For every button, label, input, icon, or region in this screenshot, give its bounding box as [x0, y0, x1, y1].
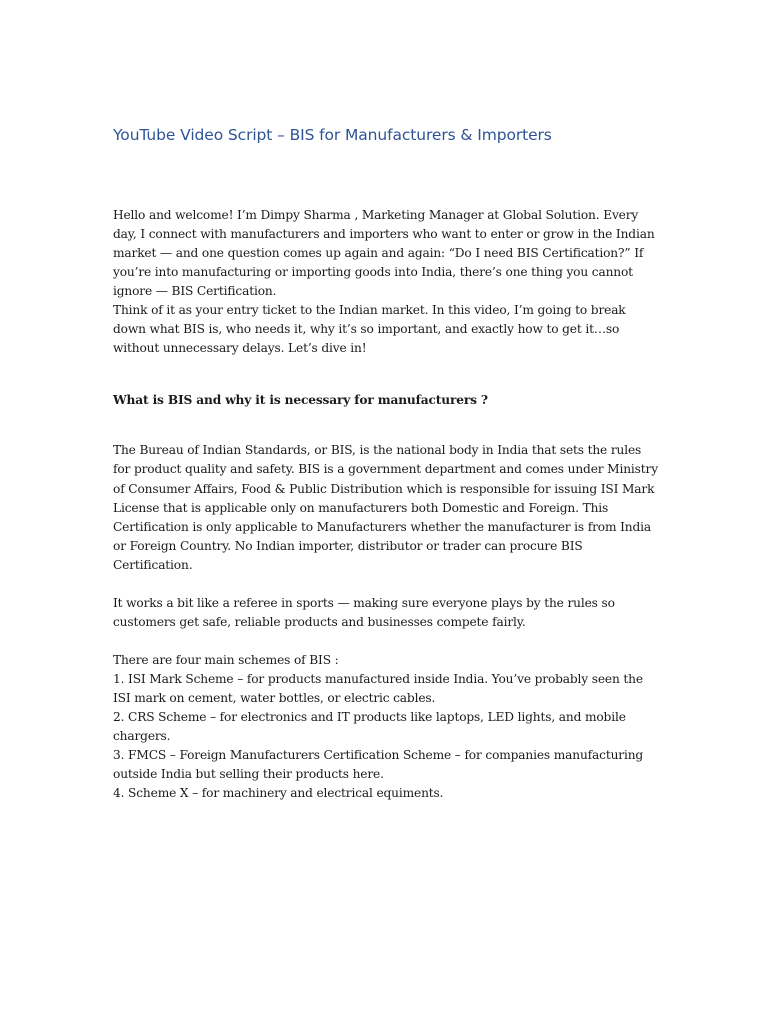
body-paragraph-bis-definition: The Bureau of Indian Standards, or BIS, is the national body in India that sets the rules for product quality and safety. BIS is a government department and comes under Ministry of Consumer Affairs, Food & Public Distribution which is responsible for issuing ISI Mark License that is applicable only on manufacturers both Domestic and Foreign. This Certification is only applicable to Manufacturers whether the manufacturer is from India or Foreign Country. No Indian importer, distributor or trader can procure BIS Certification.	[113, 443, 658, 572]
body-paragraph-referee: It works a bit like a referee in sports — making sure everyone plays by the rules so customers get safe, reliable products and businesses compete fairly.	[113, 595, 615, 629]
list-item: 1. ISI Mark Scheme – for products manufactured inside India. You’ve probably seen the ISI mark on cement, water bottles, or electric cables.	[113, 671, 643, 705]
document-title: YouTube Video Script – BIS for Manufacturers & Importers	[113, 126, 552, 144]
schemes-intro: There are four main schemes of BIS :	[113, 652, 339, 667]
list-item: 4. Scheme X – for machinery and electrical equiments.	[113, 786, 444, 801]
intro-paragraph: Think of it as your entry ticket to the Indian market. In this video, I’m going to break down what BIS is, who needs it, why it’s so important, and exactly how to get it…so without unnecessary delays. Let’s dive in!	[113, 303, 626, 356]
intro-section	[113, 206, 658, 358]
schemes-section	[113, 651, 658, 803]
intro-paragraph: Hello and welcome! I’m Dimpy Sharma , Marketing Manager at Global Solution. Every day, I connect with manufacturers and importers who want to enter or grow in the Indian market — and one question comes up again and again: “Do I need BIS Certification?” If you’re into manufacturing or importing goods into India, there’s one thing you cannot ignore — BIS Certification.	[113, 208, 655, 299]
list-item: 2. CRS Scheme – for electronics and IT products like laptops, LED lights, and mobile chargers.	[113, 709, 626, 744]
list-item: 3. FMCS – Foreign Manufacturers Certification Scheme – for companies manufacturing outside India but selling their products here.	[113, 748, 644, 782]
document-body	[113, 124, 658, 803]
section-heading: What is BIS and why it is necessary for manufacturers ?	[113, 393, 488, 408]
schemes-list	[113, 670, 658, 803]
